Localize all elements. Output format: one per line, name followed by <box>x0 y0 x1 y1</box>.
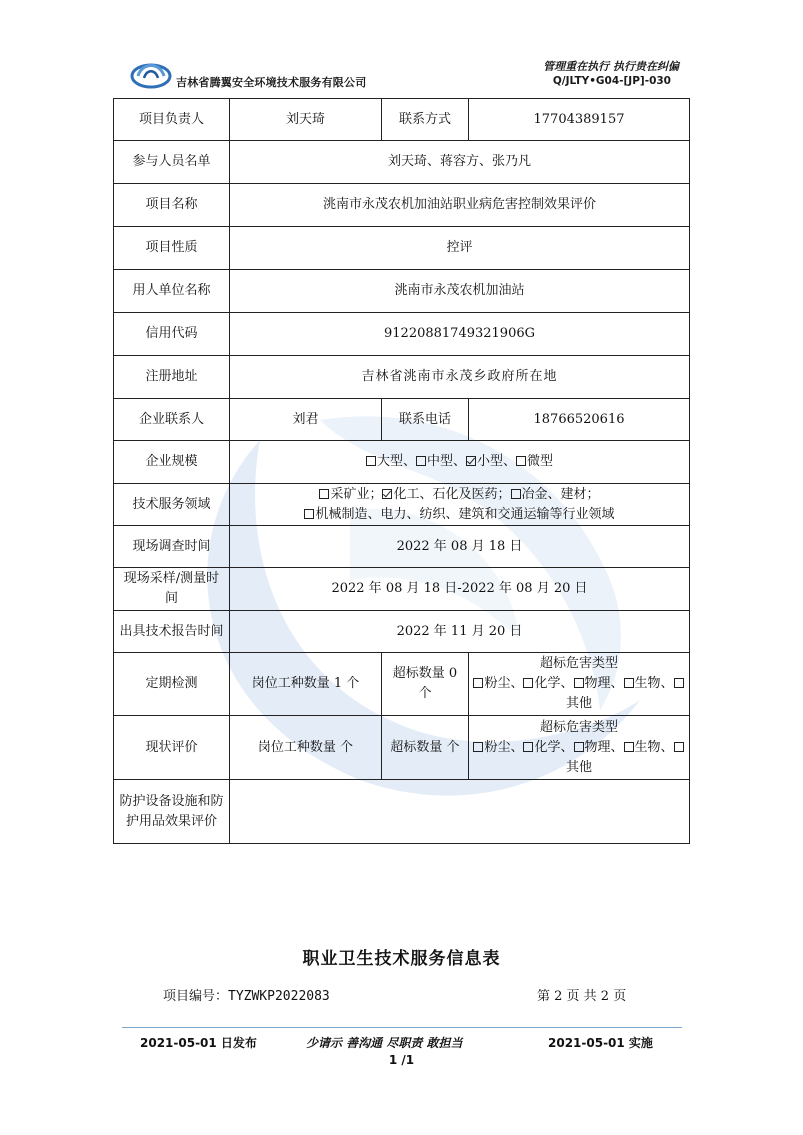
hazard-type-label: 超标危害类型 <box>539 719 618 735</box>
checkbox-chemical[interactable] <box>382 489 392 499</box>
contact-label: 联系方式 <box>382 99 469 141</box>
phone-label: 联系电话 <box>382 399 469 441</box>
page-number: 1 /1 <box>388 1053 415 1067</box>
project-lead-value: 刘天琦 <box>230 99 382 141</box>
status-hazard-types: 超标危害类型 粉尘、 化学、 物理、 生物、其他 <box>469 716 690 780</box>
field-chemical-label: 化工、石化及医药 <box>393 486 498 502</box>
status-posts-value: 岗位工种数量 个 <box>230 716 382 780</box>
survey-time-label: 现场调查时间 <box>114 526 230 568</box>
checkbox-physical[interactable] <box>574 678 584 688</box>
table-row <box>114 568 690 611</box>
phone-value: 18766520616 <box>469 399 690 441</box>
footer-motto: 少请示 善沟通 尽职责 敢担当 <box>306 1036 463 1050</box>
checkbox-mining[interactable] <box>319 489 329 499</box>
checkbox-biological[interactable] <box>624 678 634 688</box>
sampling-time-label: 现场采样/测量时间 <box>114 568 230 611</box>
project-type-value: 控评 <box>230 227 690 270</box>
address-value: 吉林省洮南市永茂乡政府所在地 <box>230 356 690 399</box>
header-slogan: 管理重在执行 执行贵在纠偏 <box>543 60 679 73</box>
table-row <box>114 399 690 441</box>
project-name-label: 项目名称 <box>114 184 230 227</box>
service-info-table <box>113 98 690 844</box>
project-number: 项目编号：TYZWKP2022083 <box>163 989 330 1004</box>
contact-value: 17704389157 <box>469 99 690 141</box>
effective-date: 2021-05-01 实施 <box>548 1036 653 1050</box>
table-row <box>114 184 690 227</box>
checkbox-small[interactable] <box>466 456 476 466</box>
hazard-other-label: 其他 <box>565 759 592 775</box>
field-options: 采矿业； 化工、石化及医药； 冶金、建材； 机械制造、电力、纺织、建筑和交通运输等行业领域 <box>230 484 690 526</box>
periodic-label: 定期检测 <box>114 653 230 716</box>
protection-label: 防护设备设施和防护用品效果评价 <box>114 780 230 844</box>
field-metallurgy-label: 冶金、建材 <box>521 486 587 502</box>
checkbox-micro[interactable] <box>516 456 526 466</box>
table-row <box>114 141 690 184</box>
company-contact-label: 企业联系人 <box>114 399 230 441</box>
table-row <box>114 484 690 526</box>
company-logo-icon <box>130 56 172 90</box>
hazard-physical-label: 物理 <box>584 739 611 755</box>
report-time-value: 2022 年 11 月 20 日 <box>230 611 690 653</box>
table-row <box>114 356 690 399</box>
protection-value <box>230 780 690 844</box>
published-date: 2021-05-01 日发布 <box>140 1036 257 1050</box>
sampling-time-value: 2022 年 08 月 18 日-2022 年 08 月 20 日 <box>230 568 690 611</box>
checkbox-dust[interactable] <box>473 742 483 752</box>
project-type-label: 项目性质 <box>114 227 230 270</box>
report-time-label: 出具技术报告时间 <box>114 611 230 653</box>
hazard-dust-label: 粉尘 <box>484 739 511 755</box>
table-row <box>114 611 690 653</box>
document-code: Q/JLTY•G04-[JP]-030 <box>552 75 671 87</box>
hazard-other-label: 其他 <box>565 696 592 711</box>
hazard-biological-label: 生物 <box>634 676 661 691</box>
credit-code-label: 信用代码 <box>114 313 230 356</box>
periodic-posts-value: 岗位工种数量 1 个 <box>230 653 382 716</box>
participants-label: 参与人员名单 <box>114 141 230 184</box>
participants-value: 刘天琦、蒋容方、张乃凡 <box>230 141 690 184</box>
hazard-dust-label: 粉尘 <box>484 676 511 691</box>
checkbox-other-hazard[interactable] <box>674 742 684 752</box>
hazard-chemical-label: 化学 <box>534 676 561 691</box>
credit-code-value: 91220881749321906G <box>230 313 690 356</box>
scale-medium-label: 中型 <box>426 454 453 469</box>
page-count: 第 2 页 共 2 页 <box>537 989 627 1004</box>
checkbox-other-industries[interactable] <box>304 509 314 519</box>
status-exceed-value: 超标数量 个 <box>382 716 469 780</box>
hazard-biological-label: 生物 <box>634 739 661 755</box>
address-label: 注册地址 <box>114 356 230 399</box>
table-row <box>114 716 690 780</box>
checkbox-other-hazard[interactable] <box>674 678 684 688</box>
checkbox-physical[interactable] <box>574 742 584 752</box>
table-row <box>114 441 690 484</box>
survey-time-value: 2022 年 08 月 18 日 <box>230 526 690 568</box>
hazard-chemical-label: 化学 <box>534 739 561 755</box>
form-title: 职业卫生技术服务信息表 <box>302 949 501 969</box>
periodic-exceed-value: 超标数量 0 个 <box>382 653 469 716</box>
checkbox-metallurgy[interactable] <box>511 489 521 499</box>
checkbox-large[interactable] <box>366 456 376 466</box>
table-row <box>114 99 690 141</box>
checkbox-biological[interactable] <box>624 742 634 752</box>
hazard-type-label: 超标危害类型 <box>539 656 618 671</box>
scale-large-label: 大型 <box>376 454 403 469</box>
company-name: 吉林省腾翼安全环境技术服务有限公司 <box>176 76 367 89</box>
table-row <box>114 780 690 844</box>
field-label: 技术服务领域 <box>114 484 230 526</box>
table-row <box>114 270 690 313</box>
table-row <box>114 313 690 356</box>
project-lead-label: 项目负责人 <box>114 99 230 141</box>
table-row <box>114 526 690 568</box>
footer-divider <box>122 1027 682 1028</box>
project-name-value: 洮南市永茂农机加油站职业病危害控制效果评价 <box>230 184 690 227</box>
company-contact-value: 刘君 <box>230 399 382 441</box>
checkbox-chemical-hazard[interactable] <box>523 678 533 688</box>
employer-label: 用人单位名称 <box>114 270 230 313</box>
checkbox-dust[interactable] <box>473 678 483 688</box>
scale-micro-label: 微型 <box>527 454 554 469</box>
hazard-physical-label: 物理 <box>584 676 611 691</box>
status-label: 现状评价 <box>114 716 230 780</box>
periodic-hazard-types: 超标危害类型 粉尘、 化学、 物理、 生物、其他 <box>469 653 690 716</box>
scale-options: 大型、 中型、 小型、 微型 <box>230 441 690 484</box>
field-other-label: 机械制造、电力、纺织、建筑和交通运输等行业领域 <box>315 506 615 522</box>
table-row <box>114 653 690 716</box>
checkbox-medium[interactable] <box>416 456 426 466</box>
table-row <box>114 227 690 270</box>
field-mining-label: 采矿业 <box>330 486 370 502</box>
scale-label: 企业规模 <box>114 441 230 484</box>
scale-small-label: 小型 <box>477 454 504 469</box>
employer-value: 洮南市永茂农机加油站 <box>230 270 690 313</box>
checkbox-chemical-hazard[interactable] <box>523 742 533 752</box>
